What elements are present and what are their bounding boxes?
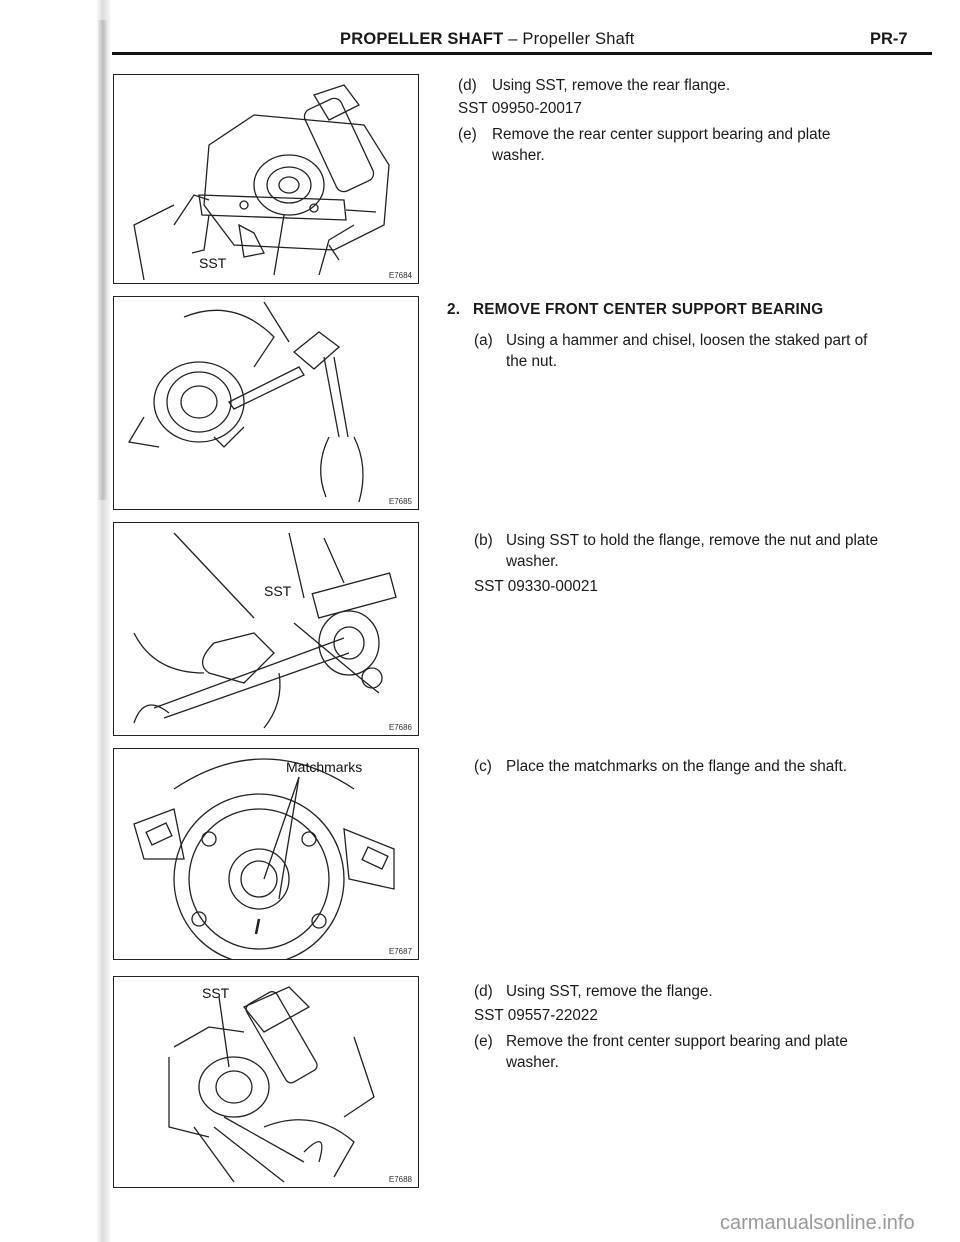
step-heading: REMOVE FRONT CENTER SUPPORT BEARING bbox=[473, 301, 824, 318]
figure-code: E7687 bbox=[388, 947, 412, 956]
figure-illustration bbox=[114, 749, 418, 959]
sst-number: SST 09330-00021 bbox=[474, 578, 598, 595]
figure-matchmarks bbox=[113, 748, 419, 960]
step-text-e2-line2: washer. bbox=[506, 1054, 559, 1071]
figure-hammer-chisel bbox=[113, 296, 419, 510]
step-marker-b: (b) bbox=[474, 532, 493, 549]
figure-front-flange-removal bbox=[113, 976, 419, 1188]
page-number: PR-7 bbox=[870, 30, 908, 48]
binding-shadow bbox=[98, 20, 108, 500]
figure-illustration bbox=[114, 75, 418, 283]
subsection-title: – Propeller Shaft bbox=[503, 30, 635, 48]
step-text-e-line2: washer. bbox=[492, 147, 545, 164]
step-marker-c: (c) bbox=[474, 758, 492, 775]
step-text-c: Place the matchmarks on the flange and the shaft. bbox=[506, 758, 847, 775]
step-text-e-line1: Remove the rear center support bearing and plate bbox=[492, 126, 831, 143]
figure-rear-flange-removal bbox=[113, 74, 419, 284]
figure-label-matchmarks: Matchmarks bbox=[286, 759, 363, 775]
figure-code: E7686 bbox=[388, 723, 412, 732]
figure-code: E7685 bbox=[388, 497, 412, 506]
step-text-e2-line1: Remove the front center support bearing and plate bbox=[506, 1033, 848, 1050]
figure-code: E7688 bbox=[388, 1175, 412, 1184]
step-marker-e2: (e) bbox=[474, 1033, 493, 1050]
figure-label-sst: SST bbox=[202, 985, 230, 1001]
step-text-a-line1: Using a hammer and chisel, loosen the staked part of bbox=[506, 332, 868, 349]
step-text-d2: Using SST, remove the flange. bbox=[506, 983, 713, 1000]
figure-label-sst: SST bbox=[199, 255, 227, 271]
step-marker-d2: (d) bbox=[474, 983, 493, 1000]
sst-number: SST 09557-22022 bbox=[474, 1007, 598, 1024]
figure-label-sst: SST bbox=[264, 583, 292, 599]
figure-illustration bbox=[114, 523, 418, 735]
step-text-a-line2: the nut. bbox=[506, 353, 558, 370]
step-text-d: Using SST, remove the rear flange. bbox=[492, 77, 731, 94]
page-header-title bbox=[340, 30, 635, 49]
step-marker-d: (d) bbox=[458, 77, 477, 94]
header-rule bbox=[112, 52, 932, 55]
figure-illustration bbox=[114, 297, 418, 509]
section-title: PROPELLER SHAFT bbox=[340, 30, 504, 48]
step-text-b-line1: Using SST to hold the flange, remove the nut and plate bbox=[506, 532, 879, 549]
step-number: 2. bbox=[447, 301, 461, 318]
figure-code: E7684 bbox=[388, 271, 412, 280]
sst-number: SST 09950-20017 bbox=[458, 100, 582, 117]
figure-hold-flange bbox=[113, 522, 419, 736]
watermark-link[interactable]: carmanualsonline.info bbox=[720, 1212, 915, 1234]
step-marker-a: (a) bbox=[474, 332, 493, 349]
step-text-b-line2: washer. bbox=[506, 553, 559, 570]
step-marker-e: (e) bbox=[458, 126, 477, 143]
figure-illustration bbox=[114, 977, 418, 1187]
